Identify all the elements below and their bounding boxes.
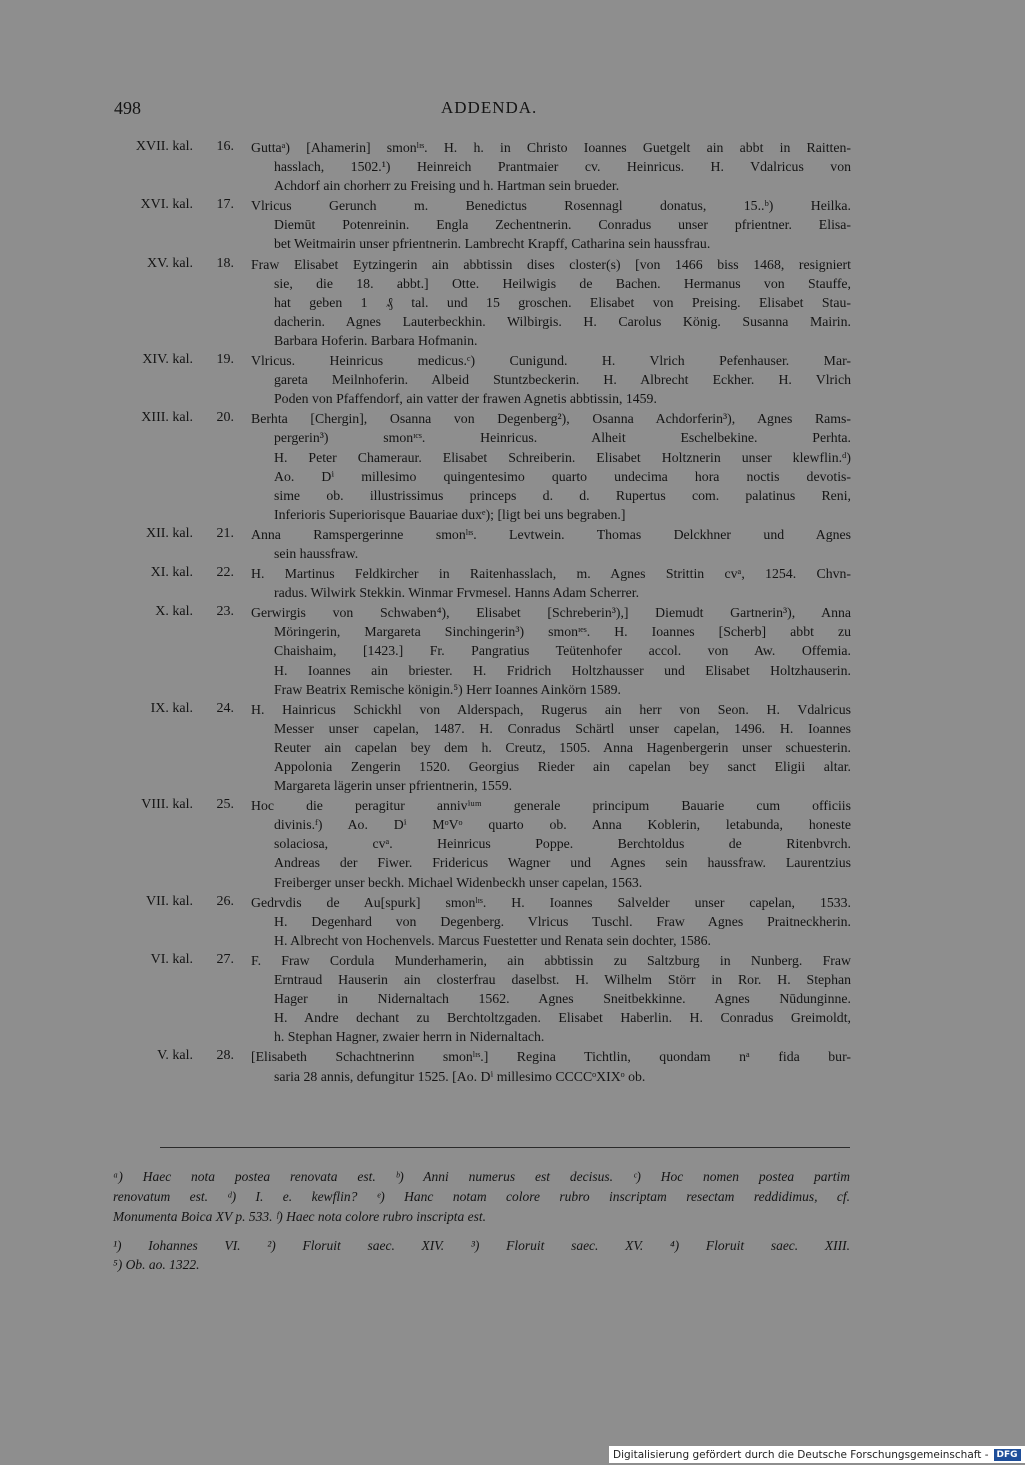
footnote-divider [160, 1147, 850, 1148]
entry-text [251, 196, 851, 253]
calendar-entries [0, 138, 1000, 1087]
footnote-line: Monumenta Boica XV p. 533. ᶠ) Haec nota colore rubro inscripta est. [113, 1209, 487, 1224]
entry-date: V. kal. [157, 1048, 193, 1064]
reference-line: ⁵) Ob. ao. 1322. [113, 1257, 200, 1272]
entry-line: sie, die 18. abbt.] Otte. Heilwigis de Bachen. Hermanus von Stauffe, [274, 275, 851, 291]
entry-line: Freiberger unser beckh. Michael Widenbeckh unser capelan, 1563. [274, 874, 643, 890]
entry-line: Fraw Beatrix Remische königin.⁵) Herr Ioannes Ainkörn 1589. [274, 681, 621, 697]
entry-line: H. Andre dechant zu Berchtoltzgaden. Elisabet Haberlin. H. Conradus Greimoldt, [274, 1010, 851, 1026]
entry-date: X. kal. [155, 604, 193, 620]
entry-line: H. Hainricus Schickhl von Alderspach, Rugerus ain herr von Seon. H. Vdalricus [251, 701, 851, 717]
entry-day-number: 17. [216, 197, 234, 213]
entry-day-number: 18. [216, 255, 234, 271]
entry-date: XIV. kal. [142, 352, 193, 368]
entry-line: Hoc die peragitur annivⁱᵘᵐ generale principum Bauarie cum officiis [251, 798, 851, 814]
entry-text [251, 1047, 851, 1085]
entry-line: H. Peter Chameraur. Elisabet Schreiberin. Elisabet Holtznerin unser klewflin.ᵈ) [274, 449, 851, 465]
entry-line: Berhta [Chergin], Osanna von Degenberg²), Osanna Achdorferin³), Agnes Rams- [251, 411, 851, 427]
entry-line: hasslach, 1502.¹) Heinreich Prantmaier cv. Heinricus. H. Vdalricus von [274, 159, 851, 175]
entry-day-number: 25. [216, 797, 234, 813]
footnotes [113, 1167, 850, 1227]
entry-line: Inferioris Superiorisque Bauariae duxᵉ); [ligt bei uns begraben.] [274, 506, 626, 522]
calendar-entry [0, 564, 1000, 602]
entry-line: Andreas der Fiwer. Fridericus Wagner und Agnes sein haussfraw. Laurentzius [274, 855, 851, 871]
entry-line: Reuter ain capelan bey dem h. Creutz, 1505. Anna Hagenbergerin unser schuesterin. [274, 739, 851, 755]
entry-text [251, 138, 851, 195]
entry-date: XVII. kal. [135, 139, 193, 154]
entry-line: H. Ioannes ain briester. H. Fridrich Holtzhausser und Elisabet Holtzhauserin. [274, 662, 851, 678]
entry-date: VI. kal. [150, 951, 193, 967]
entry-line: H. Martinus Feldkircher in Raitenhasslach, m. Agnes Strittin cvᵃ, 1254. Chvn- [251, 566, 851, 582]
entry-line: bet Weitmairin unser pfrientnerin. Lambrecht Krapff, Catharina sein haussfrau. [274, 236, 711, 252]
entry-date: XVI. kal. [140, 197, 193, 213]
entry-date: XI. kal. [150, 565, 193, 581]
entry-line: Diemūt Potenreinin. Engla Zechentnerin. Conradus unser pfrientner. Elisa- [274, 217, 851, 233]
entry-line: Vlricus. Heinricus medicus.ᶜ) Cunigund. H. Vlrich Pefenhauser. Mar- [251, 353, 851, 369]
entry-line: Chaishaim, [1423.] Fr. Pangratius Teütenhofer accol. von Aw. Offemia. [274, 643, 851, 659]
entry-day-number: 21. [216, 525, 234, 541]
entry-text [251, 351, 851, 408]
entry-line: divinis.ᶠ) Ao. Dⁱ MᵒVᵒ quarto ob. Anna Koblerin, letabunda, honeste [274, 817, 851, 833]
entry-date: VIII. kal. [141, 797, 193, 813]
entry-line: dacherin. Agnes Lauterbeckhin. Wilbirgis. H. Carolus König. Susanna Mairin. [274, 313, 851, 329]
entry-line: Vlricus Gerunch m. Benedictus Rosennagl donatus, 15..ᵇ) Heilka. [251, 198, 851, 214]
entry-line: sein haussfraw. [274, 545, 359, 561]
calendar-entry [0, 893, 1000, 950]
running-title: ADDENDA. [441, 98, 538, 117]
entry-day-number: 22. [216, 565, 234, 581]
calendar-entry [0, 796, 1000, 891]
calendar-entry [0, 196, 1000, 253]
calendar-entry [0, 525, 1000, 563]
footnote-line: renovatum est. ᵈ) I. e. kewflin? ᵉ) Hanc notam colore rubro inscriptam resectam reddidimus, cf. [113, 1189, 850, 1204]
entry-date: XIII. kal. [141, 410, 193, 426]
entry-text [251, 700, 851, 795]
digitization-credit [609, 1446, 1025, 1463]
entry-text [251, 603, 851, 698]
entry-text [251, 951, 851, 1046]
entry-line: H. Degenhard von Degenberg. Vlricus Tuschl. Fraw Agnes Praitneckherin. [274, 913, 851, 929]
entry-line: gareta Meilnhoferin. Albeid Stuntzbeckerin. H. Albrecht Eckher. H. Vlrich [274, 372, 851, 388]
entry-day-number: 24. [216, 700, 234, 716]
entry-line: Erntraud Hauserin ain closterfrau daselbst. H. Wilhelm Störr in Ror. H. Stephan [274, 972, 851, 988]
entry-text [251, 796, 851, 891]
footnote-line: ᵃ) Haec nota postea renovata est. ᵇ) Anni numerus est decisus. ᶜ) Hoc nomen postea partim [113, 1169, 850, 1184]
reference-line: ¹) Iohannes VI. ²) Floruit saec. XIV. ³) Floruit saec. XV. ⁴) Floruit saec. XIII. [113, 1238, 850, 1253]
entry-line: Möringerin, Margareta Sinchingerin³) smonᶦᵉˢ. H. Ioannes [Scherb] abbt zu [274, 624, 851, 640]
entry-text [251, 525, 851, 563]
calendar-entry [0, 351, 1000, 408]
entry-line: solaciosa, cvᵃ. Heinricus Poppe. Berchtoldus de Ritenbvrch. [274, 836, 851, 852]
calendar-entry [0, 700, 1000, 795]
reference-notes [113, 1236, 850, 1274]
calendar-entry [0, 138, 1000, 195]
entry-date: XII. kal. [145, 525, 193, 541]
entry-date: IX. kal. [150, 700, 193, 716]
credit-text: Digitalisierung gefördert durch die Deutsche Forschungsgemeinschaft - [613, 1448, 989, 1461]
entry-day-number: 28. [216, 1048, 234, 1064]
entry-line: [Elisabeth Schachtnerinn smonˡᶦˢ.] Regina Tichtlin, quondam nᵃ fida bur- [251, 1049, 851, 1065]
entry-line: Poden von Pfaffendorf, ain vatter der frawen Agnetis abbtissin, 1459. [274, 391, 657, 407]
entry-line: Margareta lägerin unser pfrientnerin, 1559. [274, 778, 513, 794]
calendar-entry [0, 409, 1000, 524]
entry-line: saria 28 annis, defungitur 1525. [Ao. Dⁱ millesimo CCCCᵒXIXᵒ ob. [274, 1068, 646, 1084]
entry-line: sime ob. illustrissimus princeps d. d. Rupertus com. palatinus Reni, [274, 487, 851, 503]
page-header [0, 98, 1000, 122]
entry-day-number: 19. [216, 352, 234, 368]
entry-line: Hager in Nidernaltach 1562. Agnes Sneitbekkinne. Agnes Nūdunginne. [274, 991, 851, 1007]
entry-line: Appolonia Zengerin 1520. Georgius Rieder ain capelan bey sanct Eligii altar. [274, 759, 851, 774]
entry-line: Ao. Dⁱ millesimo quingentesimo quarto undecima hora noctis devotis- [274, 468, 851, 484]
entry-line: H. Albrecht von Hochenvels. Marcus Fuestetter und Renata sein dochter, 1586. [274, 932, 712, 948]
entry-line: Achdorf ain chorherr zu Freising und h. Hartman sein brueder. [274, 178, 620, 194]
entry-text [251, 409, 851, 524]
entry-line: Anna Ramspergerinne smonˡᶦˢ. Levtwein. Thomas Delckhner und Agnes [251, 526, 851, 542]
calendar-entry [0, 951, 1000, 1046]
dfg-logo: DFG [994, 1449, 1021, 1461]
entry-day-number: 27. [216, 951, 234, 967]
entry-day-number: 23. [216, 604, 234, 620]
entry-date: XV. kal. [146, 255, 193, 271]
entry-line: F. Fraw Cordula Munderhamerin, ain abbtissin zu Saltzburg in Nunberg. Fraw [251, 952, 851, 968]
entry-text [251, 564, 851, 602]
entry-line: radus. Wilwirk Stekkin. Winmar Frvmesel. Hanns Adam Scherrer. [274, 585, 640, 601]
entry-line: Gedrvdis de Au[spurk] smonˡᶦˢ. H. Ioannes Salvelder unser capelan, 1533. [251, 894, 851, 910]
entry-day-number: 16. [216, 139, 234, 154]
entry-text [251, 255, 851, 350]
entry-line: hat geben 1 ₰ tal. und 15 groschen. Elisabet von Preising. Elisabet Stau- [274, 294, 851, 310]
page-number: 498 [114, 98, 141, 118]
entry-line: Gerwirgis von Schwaben⁴), Elisabet [Schreberin³),] Diemudt Gartnerin³), Anna [251, 605, 851, 621]
calendar-entry [0, 603, 1000, 698]
entry-text [251, 893, 851, 950]
entry-day-number: 26. [216, 893, 234, 909]
entry-line: pergerin³) smonᶦᶜˢ. Heinricus. Alheit Eschelbekine. Perhta. [274, 430, 851, 446]
entry-line: Guttaᵃ) [Ahamerin] smonˡᶦˢ. H. h. in Christo Ioannes Guetgelt ain abbt in Raitten- [251, 140, 851, 155]
entry-line: Barbara Hoferin. Barbara Hofmanin. [274, 332, 478, 348]
calendar-entry [0, 1047, 1000, 1085]
entry-line: Messer unser capelan, 1487. H. Conradus Schärtl unser capelan, 1496. H. Ioannes [274, 720, 851, 736]
calendar-entry [0, 255, 1000, 350]
entry-line: Fraw Elisabet Eytzingerin ain abbtissin dises closter(s) [von 1466 biss 1468, resigniert [251, 256, 851, 272]
entry-line: h. Stephan Hagner, zwaier herrn in Nidernaltach. [274, 1029, 545, 1045]
entry-day-number: 20. [216, 410, 234, 426]
entry-date: VII. kal. [145, 893, 193, 909]
